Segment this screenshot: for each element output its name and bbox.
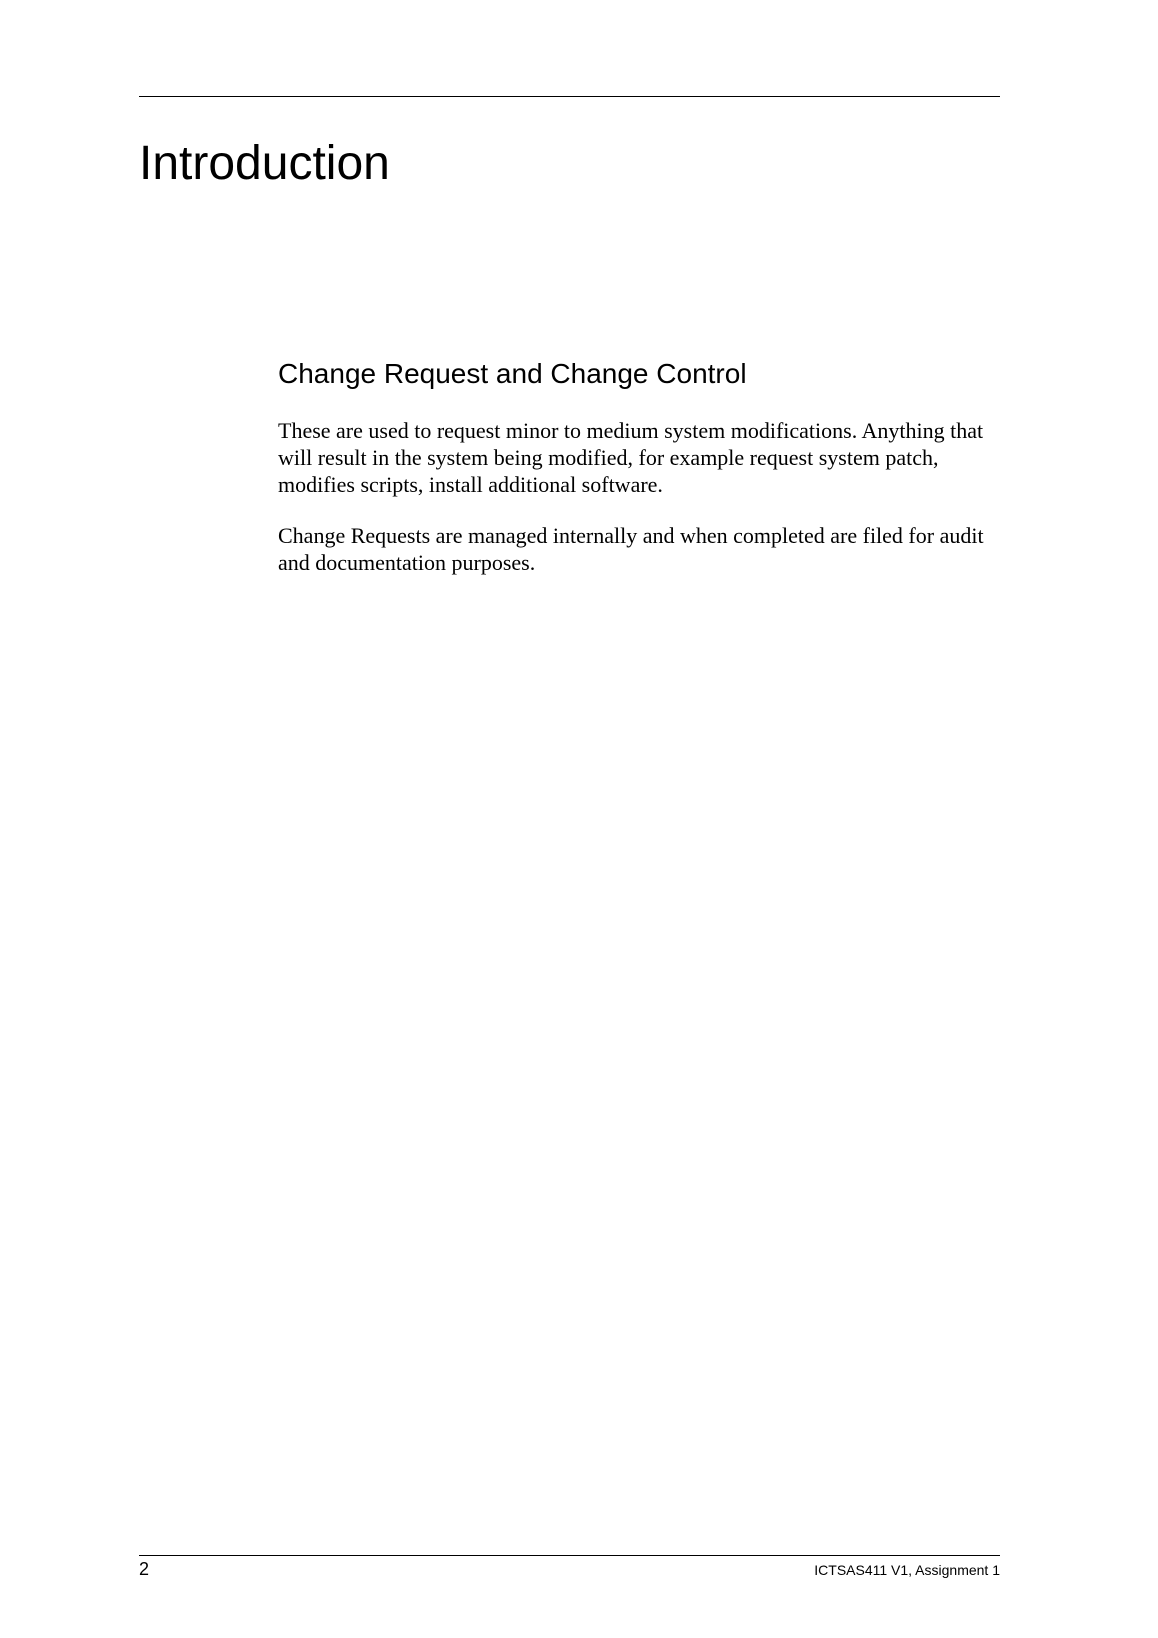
footer-rule <box>139 1555 1000 1556</box>
header-rule <box>139 96 1000 97</box>
document-reference: ICTSAS411 V1, Assignment 1 <box>814 1562 1000 1578</box>
body-paragraph: These are used to request minor to medium system modifications. Anything that will result in the system being modified, for example request system patch, modifies scripts, install additional software. <box>278 418 984 497</box>
chapter-title: Introduction <box>139 137 390 190</box>
page-number: 2 <box>139 1559 150 1579</box>
section-change-request <box>278 354 1000 600</box>
body-paragraph: Change Requests are managed internally and when completed are filed for audit and documentation purposes. <box>278 523 984 575</box>
section-heading: Change Request and Change Control <box>278 358 747 389</box>
